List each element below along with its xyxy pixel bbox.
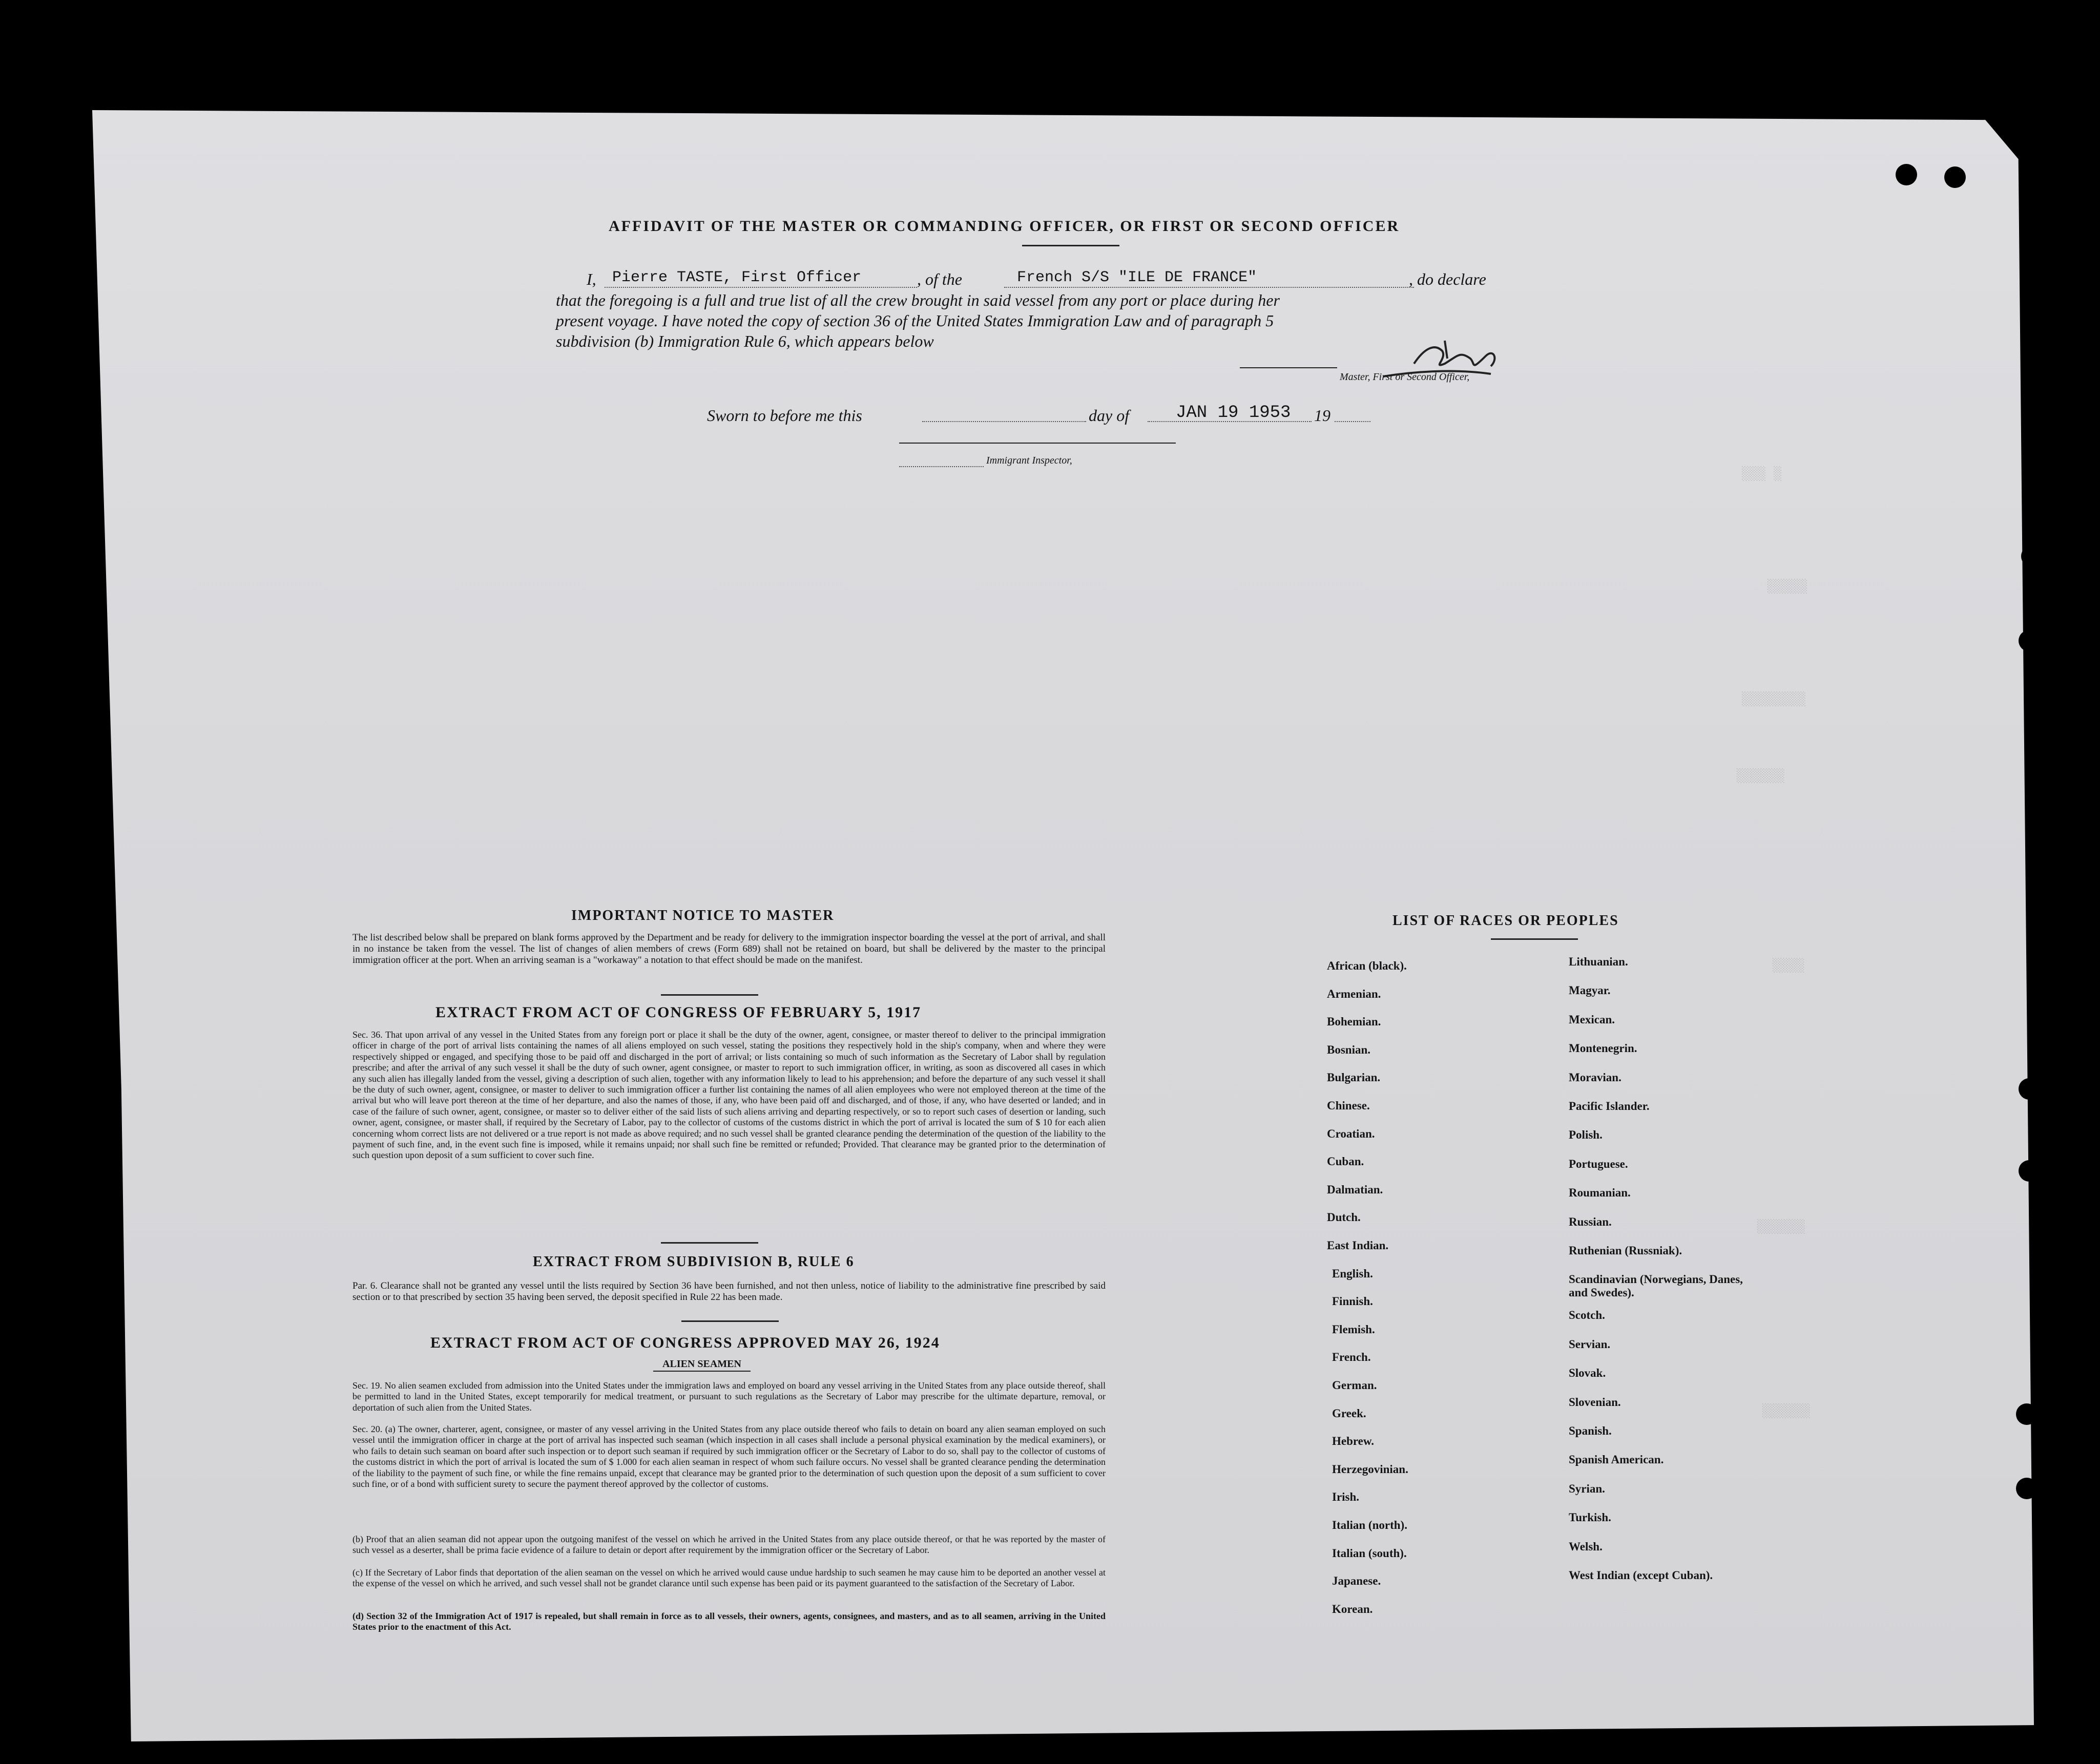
race-item: Flemish. (1332, 1322, 1375, 1336)
extract-1917-title: EXTRACT FROM ACT OF CONGRESS OF FEBRUARY 5, 1917 (435, 1004, 922, 1021)
year-prefix: 19 (1314, 406, 1330, 425)
sworn-day-line (922, 421, 1086, 422)
race-item: German. (1332, 1379, 1377, 1392)
race-item: African (black). (1327, 959, 1407, 972)
race-item: Scandinavian (Norwegians, Danes, and Swedes). (1569, 1273, 1743, 1299)
race-item: Spanish American. (1569, 1453, 1664, 1466)
extract-1924-sec19: Sec. 19. No alien seamen excluded from admission into the United States under the immigration laws and employed on board any vessel arriving in the United States from any place outside thereof, shall be permitted to land in the United States, except temporarily for medical treatment, or pursuant to such regulations as the Secretary of Labor may prescribe for the ultimate departure, removal, or deportation of such alien from the United States. (352, 1380, 1106, 1413)
affidavit-line4: subdivision (b) Immigration Rule 6, which appears below (556, 332, 934, 350)
extract-1924-sec20a: Sec. 20. (a) The owner, charterer, agent, consignee, or master of any vessel arriving in the United States from any place outside thereof who fails to detain on board any alien seaman employed on such vessel until the immigration officer in charge at the port of arrival has inspected such seaman (which inspection in all cases shall include a personal physical examination by the medical examiners), or who fails to detain such seaman on board after such inspection or to deport such seaman if required by such immigration officer or the Secretary of Labor to do so, shall pay to the collector of customs of the customs district in which the port of arrival is located the sum of $ 1.000 for each alien seaman in respect of whom such failure occurs. No vessel shall be granted clearance pending the determination of the liability to the payment of such fine, or while the fine remains unpaid, except that clearance may be granted prior to the determination of such question upon the deposit of a sum sufficient to cover such fine, or of a bond with sufficient surety to secure the payment thereof approved by the collector of customs. (352, 1424, 1106, 1489)
vessel-name-field: French S/S "ILE DE FRANCE" (1017, 269, 1257, 286)
race-item: Scotch. (1569, 1309, 1605, 1322)
race-item: Roumanian. (1569, 1186, 1631, 1200)
race-item: Pacific Islander. (1569, 1100, 1650, 1112)
notice-title: IMPORTANT NOTICE TO MASTER (571, 908, 835, 923)
date-stamp: JAN 19 1953 (1176, 403, 1291, 423)
punch-hole (2021, 225, 2043, 247)
officer-name-line (605, 287, 917, 288)
race-item: Lithuanian. (1569, 955, 1628, 968)
race-item: Greek. (1332, 1406, 1366, 1420)
race-item: Montenegrin. (1569, 1042, 1637, 1055)
inspector-signature-line (899, 443, 1176, 444)
race-item: Japanese. (1332, 1574, 1381, 1588)
extract-1917-text: Sec. 36. That upon arrival of any vessel in the United States from any foreign port or place it shall be the duty of the owner, agent, consignee, or master thereof to deliver to the principal immigration officer in charge of the port of arrival lists containing the names of all aliens employed on such vessel, stating the positions they respectively hold in the ship's company, when and where they were respectively shipped or engaged, and specifying those to be paid off and discharged in the port of arrival; or lists containing so much of such information as the Secretary of Labor shall by regulation prescribe; and after the arrival of any such vessel it shall be the duty of such owner, agent consignee, or master to report to such immigration officer, in writing, as soon as discovered all cases in which any such alien has illegally landed from the vessel, giving a description of such alien, together with any information likely to lead to his apprehension; and before the departure of any such vessel it shall be the duty of such owner, agent, consignee, or master to deliver to such immigration officer a further list containing the names of all alien employees who were not employed thereon at the time of the arrival but who will leave port thereon at the time of her departure, and also the names of those, if any, who have been paid off and discharged, and of those, if any, who have deserted or landed; and in case of the failure of such owner, agent, consignee, or master so to deliver either of the said lists of such aliens arriving and departing respectively, or so to report such cases of desertion or landing, such owner, agent, consignee, or master shall, if required by the Secretary of Labor, pay to the collector of customs of the customs district in which the port of arrival is located the sum of $ 10 for each alien concerning whom correct lists are not delivered or a true report is not made as above required; and no such vessel shall be granted clearance pending the determination of the question of the liability to the payment of such fine, and, in the event such fine is imposed, while it remains unpaid; nor shall such fine be remitted or refunded; Provided. That clearance may be granted prior to the determination of such question upon deposit of a sum sufficient to cover such fine. (352, 1030, 1106, 1161)
do-declare-label: , do declare (1409, 270, 1486, 288)
race-item: Bosnian. (1327, 1043, 1371, 1056)
vessel-name-line (1004, 287, 1414, 288)
extract-1924-sec20d: (d) Section 32 of the Immigration Act of 1917 is repealed, but shall remain in force as to all vessels, their owners, agents, consignees, and masters, and as to all seamen, arriving in the United States prior to the enactment of this Act. (352, 1611, 1106, 1632)
race-item: Moravian. (1569, 1070, 1621, 1084)
inspector-line (899, 466, 984, 467)
race-item: Finnish. (1332, 1295, 1373, 1308)
affidavit-line2: that the foregoing is a full and true list of all the crew brought in said vessel from any port or place during her (556, 291, 1280, 309)
bleed-through-text: ░░░░░░ (1737, 768, 1785, 784)
race-item: Dalmatian. (1327, 1183, 1383, 1196)
notice-text: The list described below shall be prepared on blank forms approved by the Department and be ready for delivery to the immigration inspector boarding the vessel at the port of arrival, and shall in no instance be taken from the vessel. The list of changes of alien members of crews (Form 689) shall not be retained on board, but shall be delivered by the master to the principal immigration officer at the port. When an arriving seaman is a "workaway" a notation to that effect should be made on the manifest. (352, 932, 1106, 965)
race-item: Magyar. (1569, 984, 1611, 997)
punch-hole (2019, 1078, 2040, 1100)
race-item: Slovak. (1569, 1367, 1606, 1380)
divider (681, 1320, 779, 1322)
divider (661, 1242, 758, 1244)
race-item: Welsh. (1569, 1540, 1603, 1553)
bleed-through-text: ░░░░░░ (1757, 1219, 1805, 1234)
punch-hole (2016, 1403, 2037, 1425)
affidavit-line1-i: I, (587, 270, 596, 288)
signature-caption: Master, First or Second Officer, (1340, 371, 1470, 383)
race-item: English. (1332, 1267, 1373, 1280)
race-item: Dutch. (1327, 1211, 1361, 1224)
race-item: West Indian (except Cuban). (1569, 1569, 1713, 1582)
bleed-through-text: ░░░ ░ (1742, 466, 1782, 481)
bleed-through-text: ░░░░ (1773, 958, 1805, 973)
rule6-title: EXTRACT FROM SUBDIVISION B, RULE 6 (533, 1254, 855, 1270)
race-item: Hebrew. (1332, 1435, 1374, 1448)
punch-hole (2021, 545, 2043, 567)
races-underline (1491, 938, 1578, 940)
race-item: Slovenian. (1569, 1395, 1621, 1409)
title-underline (1022, 245, 1119, 246)
race-item: Armenian. (1327, 987, 1381, 1000)
bleed-through-text: ░░░░░░░░ (1742, 691, 1806, 707)
extract-1924-subtitle: ALIEN SEAMEN (662, 1358, 741, 1370)
sworn-month-line (1148, 421, 1312, 422)
bleed-through-text: ░░░░░░ (1762, 1403, 1811, 1419)
race-item: Italian (south). (1332, 1546, 1407, 1560)
race-item: Turkish. (1569, 1511, 1611, 1524)
race-item: Spanish. (1569, 1424, 1612, 1437)
extract-1924-sec20c: (c) If the Secretary of Labor finds that deportation of the alien seaman on the vessel on which he arrived would cause undue hardship to such seamen he may cause him to be deported an another vessel at the expense of the vessel on which he arrived, and such vessel shall not be grandet clarance until such expense has been paid or its payment guaranteed to the satisfaction of the Secretary of Labor. (352, 1567, 1106, 1589)
of-the-label: , of the (917, 270, 962, 288)
inspector-label: Immigrant Inspector, (986, 455, 1072, 466)
extract-1924-title: EXTRACT FROM ACT OF CONGRESS APPROVED MAY 26, 1924 (430, 1334, 940, 1351)
race-item: Korean. (1332, 1602, 1373, 1615)
signature-line (1240, 367, 1337, 368)
race-item: Servian. (1569, 1337, 1611, 1351)
punch-hole (2019, 630, 2040, 652)
sworn-label: Sworn to before me this (707, 406, 862, 425)
extract-1924-sec20b: (b) Proof that an alien seaman did not appear upon the outgoing manifest of the vessel on which he arrived in the United States from any place outside thereof, or that he was reported by the master of such vessel as a deserter, shall be prima facie evidence of a failure to detain or deport after requirement by the immigration officer or the Secretary of Labor. (352, 1534, 1106, 1556)
document-page (92, 110, 2034, 1741)
race-item: Bohemian. (1327, 1015, 1381, 1028)
race-item: Portuguese. (1569, 1157, 1628, 1170)
race-item: Irish. (1332, 1490, 1360, 1504)
officer-name-field: Pierre TASTE, First Officer (612, 269, 862, 286)
race-item: Bulgarian. (1327, 1071, 1381, 1084)
race-item: Chinese. (1327, 1099, 1370, 1112)
race-item: Ruthenian (Russniak). (1569, 1244, 1682, 1257)
punch-hole (2016, 1478, 2037, 1499)
punch-hole (1896, 164, 1917, 185)
race-item: Italian (north). (1332, 1519, 1407, 1531)
races-title: LIST OF RACES OR PEOPLES (1392, 913, 1619, 929)
day-of-label: day of (1089, 406, 1130, 425)
divider (661, 994, 758, 996)
race-item: Cuban. (1327, 1155, 1364, 1168)
race-item: Polish. (1569, 1128, 1603, 1142)
race-item: Russian. (1569, 1215, 1612, 1228)
race-item: Croatian. (1327, 1127, 1375, 1140)
affidavit-line3: present voyage. I have noted the copy of section 36 of the United States Immigration Law and of paragraph 5 (556, 311, 1274, 330)
bleed-through-text: ░░░░░ (1768, 579, 1808, 594)
race-item: French. (1332, 1351, 1371, 1364)
subtitle-underline (653, 1371, 751, 1372)
race-item: East Indian. (1327, 1239, 1389, 1252)
race-item: Herzegovinian. (1332, 1462, 1408, 1476)
punch-hole (1944, 166, 1966, 188)
affidavit-title: AFFIDAVIT OF THE MASTER OR COMMANDING OFFICER, OR FIRST OR SECOND OFFICER (609, 218, 1400, 235)
year-line (1335, 421, 1370, 422)
race-item: Mexican. (1569, 1013, 1615, 1026)
punch-hole (2019, 1160, 2040, 1182)
race-item: Syrian. (1569, 1482, 1605, 1495)
rule6-text: Par. 6. Clearance shall not be granted any vessel until the lists required by Section 36 have been furnished, and not then unless, notice of liability to the administrative fine prescribed by said section or to that prescribed by section 35 having been served, the deposit specified in Rule 22 has been made. (352, 1280, 1106, 1303)
